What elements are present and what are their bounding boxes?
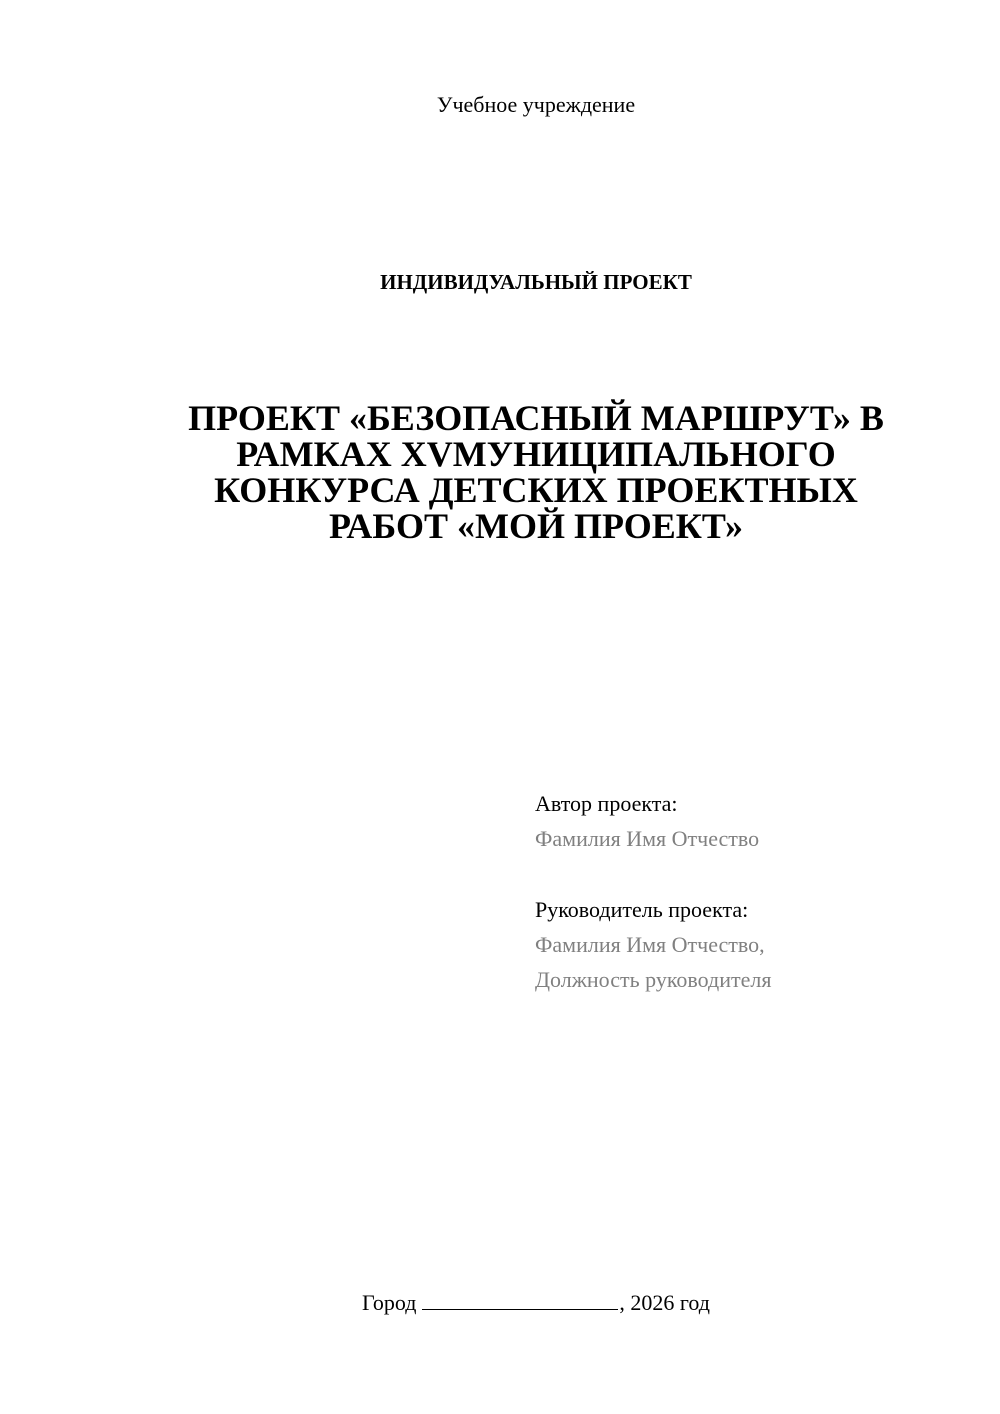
author-label: Автор проекта: [535,791,678,816]
year-text: , 2026 год [619,1290,710,1315]
author-name: Фамилия Имя Отчество [535,826,760,851]
city-year-line [0,1288,1000,1318]
title-line: РАМКАХ XVМУНИЦИПАЛЬНОГО [236,434,836,474]
supervisor-label: Руководитель проекта: [535,897,749,922]
title-line: КОНКУРСА ДЕТСКИХ ПРОЕКТНЫХ [214,470,858,510]
city-blank-field [422,1291,618,1310]
supervisor-block [535,892,955,997]
city-label: Город [362,1290,417,1315]
supervisor-position: Должность руководителя [535,967,772,992]
institution-name: Учебное учреждение [436,92,636,117]
document-type: ИНДИВИДУАЛЬНЫЙ ПРОЕКТ [380,270,692,294]
author-block [535,786,955,856]
project-title [150,400,922,544]
supervisor-name: Фамилия Имя Отчество, [535,932,765,957]
title-line: ПРОЕКТ «БЕЗОПАСНЫЙ МАРШРУТ» В [188,398,884,438]
title-line: РАБОТ «МОЙ ПРОЕКТ» [329,506,743,546]
